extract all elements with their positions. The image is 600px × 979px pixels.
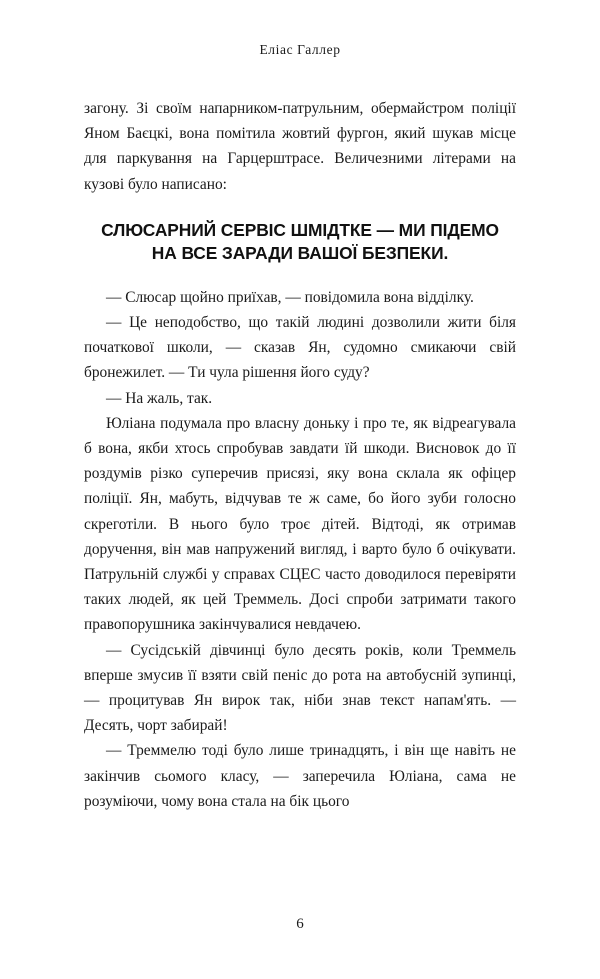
paragraph: — Слюсар щойно приїхав, — повідомила вона відділку. xyxy=(106,288,474,306)
paragraph: — На жаль, так. xyxy=(106,389,213,407)
paragraph: — Це неподобство, що такій людині дозволили жити біля початкової школи, — сказав Ян, судомно смикаючи свій бронежилет. — Ти чула рішення його суду? xyxy=(84,314,516,382)
van-sign-line-1: СЛЮСАРНИЙ СЕРВІС ШМІДТКЕ — МИ ПІДЕМО xyxy=(101,219,499,240)
paragraph: — Сусідській дівчинці було десять років, коли Треммель вперше змусив її взяти свій пеніс до рота на автобусній зупинці, — процитував Ян вирок так, ніби знав текст напам'ять. — Десять, чорт забирай! xyxy=(84,641,516,735)
page-number: 6 xyxy=(296,916,304,932)
page-body xyxy=(84,96,516,814)
paragraph: загону. Зі своїм напарником-патрульним, обермайстром поліції Яном Баєцкі, вона помітила жовтий фургон, який шукав місце для паркування на Гарцерштрасе. Величезними літерами на кузові було написано: xyxy=(84,100,516,193)
van-sign-text xyxy=(84,219,516,265)
book-page xyxy=(0,42,600,979)
running-head: Еліас Галлер xyxy=(259,42,341,57)
paragraph: Юліана подумала про власну доньку і про те, як відреагувала б вона, якби хтось спробував завдати їй шкоди. Висновок до її роздумів різко суперечив присязі, яку вона склала як офіцер поліції. Ян, мабуть, відчував те ж саме, бо його зуби голосно скреготіли. В нього було троє дітей. Відтоді, як отримав доручення, він мав напружений вигляд, і варто було б очікувати. Патрульній службі у справах СЦЕС часто доводилося перевіряти таких людей, як цей Треммель. Досі спроби затримати такого правопорушника закінчувалися невдачею. xyxy=(84,414,516,634)
paragraph: — Треммелю тоді було лише тринадцять, і він ще навіть не закінчив сьомого класу, — заперечила Юліана, сама не розуміючи, чому вона стала на бік цього xyxy=(84,742,516,810)
van-sign-line-2: НА ВСЕ ЗАРАДИ ВАШОЇ БЕЗПЕКИ. xyxy=(151,242,449,263)
